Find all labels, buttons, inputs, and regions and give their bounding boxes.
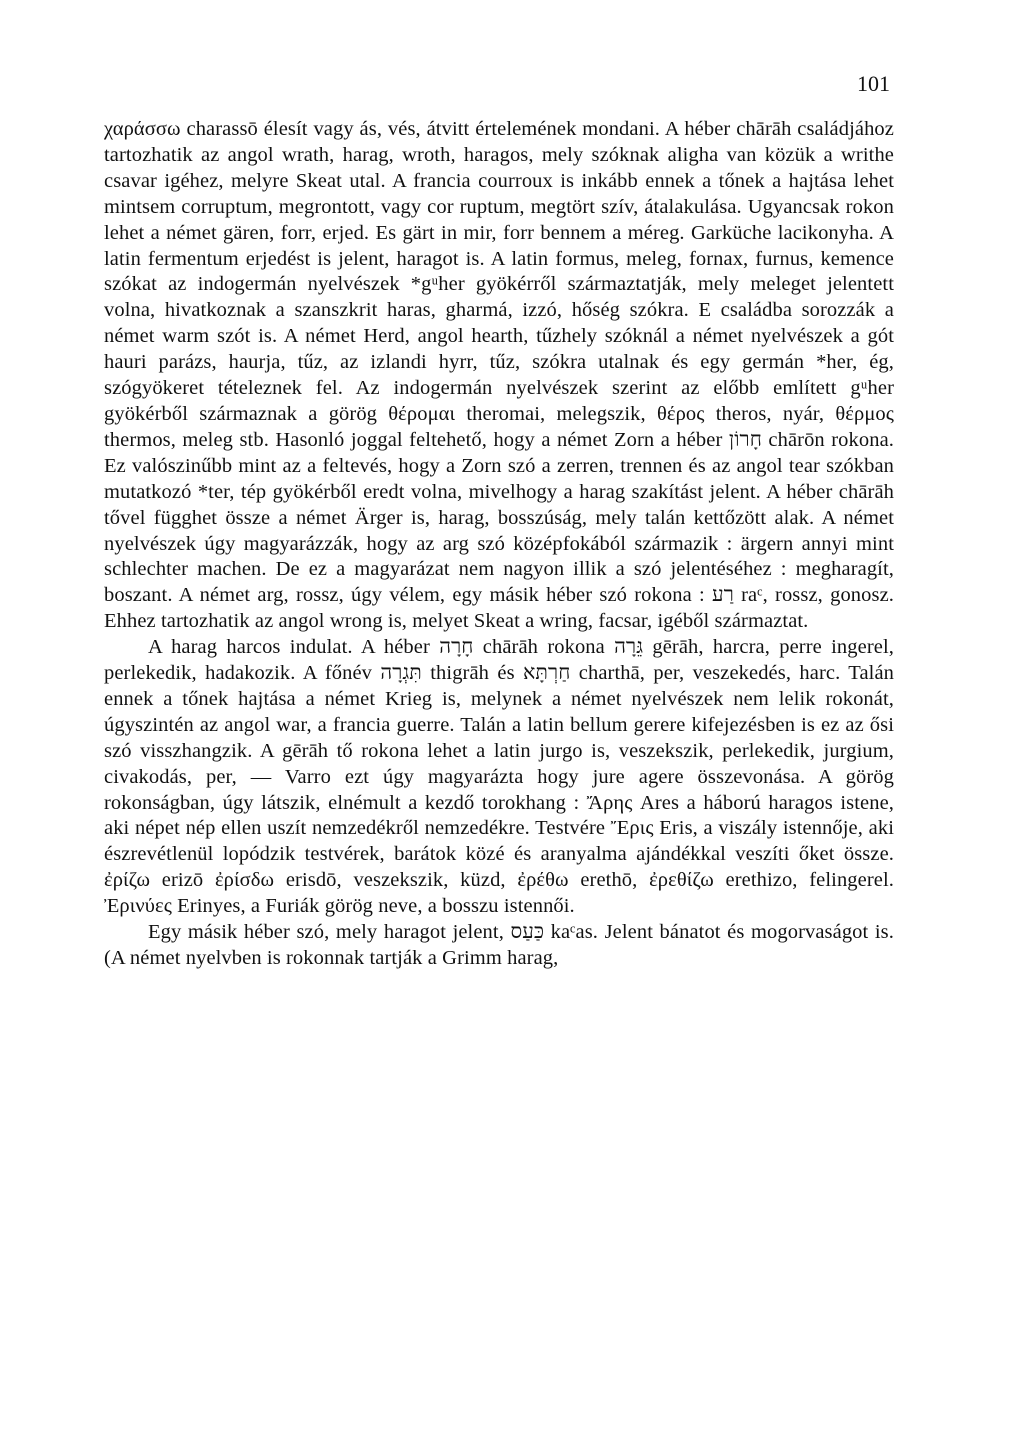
paragraph-3: Egy másik héber szó, mely haragot jelent, כַּעַס kaᶜas. Jelent bánatot és mogorvaságot is. (A német nyelvben is rokonnak tartják a Grimm harag,: [104, 921, 894, 969]
page-number: 101: [857, 71, 890, 96]
body-text: [104, 117, 894, 972]
paragraph-1: χαράσσω charassō élesít vagy ás, vés, átvitt értelemének mondani. A héber chārāh családjához tartozhatik az angol wrath, harag, wroth, haragos, mely szóknak aligha van közük a writhe csavar igéhez, melyre Skeat utal. A francia courroux is inkább ennek a tőnek a hajtása lehet mintsem corruptum, megrontott, vagy cor ruptum, megtört szív, átalakulása. Ugyancsak rokon lehet a német gären, forr, erjed. Es gärt in mir, forr bennem a méreg. Garküche lacikonyha. A latin fermentum erjedést is jelent, haragot is. A latin formus, meleg, fornax, furnus, kemence szókat az indogermán nyelvészek *gᵘher gyökérről származtatják, mely meleget jelentett volna, hivatkoznak a szanszkrit haras, gharmá, izzó, hőség szókra. E családba sorozzák a német warm szót is. A német Herd, angol hearth, tűzhely szóknál a német nyelvészek a gót hauri parázs, haurja, tűz, az izlandi hyrr, tűz, szókra utalnak és egy germán *her, ég, szógyökeret tételeznek fel. Az indogermán nyelvészek szerint az előbb említett gᵘher gyökérből származnak a görög θέρομαι theromai, melegszik, θέρος theros, nyár, θέρμος thermos, meleg stb. Hasonló joggal feltehető, hogy a német Zorn a héber חָרוֹן chārōn rokona. Ez valószinűbb mint az a feltevés, hogy a Zorn szó a zerren, trennen és az angol tear szókban mutatkozó *ter, tép gyökérből eredt volna, mivelhogy a harag szakítást jelent. A héber chārāh tővel függhet össze a német Ärger is, harag, bosszúság, mely talán kettőzött alak. A német nyelvészek úgy magyarázzák, hogy az arg szó középfokából származik : ärgern annyi mint schlechter machen. De ez a magyarázat nem nagyon illik a szó jelentéséhez : megharagít, boszant. A német arg, rossz, úgy vélem, egy másik héber szó rokona : רַע raᶜ, rossz, gonosz. Ehhez tartozhatik az angol wrong is, melyet Skeat a wring, facsar, igéből származtat.: [104, 118, 894, 633]
paragraph-2: A harag harcos indulat. A héber חָרָה chārāh rokona גֵּרָה gērāh, harcra, perre ingerel, perlekedik, hadakozik. A főnév תִּגְרָה thigrāh és חַרְתָּא charthā, per, veszekedés, harc. Talán ennek a tőnek hajtása a német Krieg is, melynek a német nyelvészek nem lelik rokonát, úgyszintén az angol war, a francia guerre. Talán a latin bellum gerere kifejezésben is ez az ősi szó visszhangzik. A gērāh tő rokona lehet a latin jurgo is, veszekszik, perlekedik, jurgium, civakodás, per, — Varro ezt úgy magyarázta hogy jure agere összevonása. A görög rokonságban, úgy látszik, elnémult a kezdő torokhang : Ἄρης Ares a háború haragos istene, aki népet nép ellen uszít nemzedékről nemzedékre. Testvére Ἔρις Eris, a viszály istennője, aki észrevétlenül lopódzik testvérek, barátok közé és aranyalma ajándékkal veszíti őket össze. ἐρίζω erizō ἐρίσδω erisdō, veszekszik, küzd, ἐρέθω erethō, ἐρεθίζω erethizo, felingerel. Ἐρινύες Erinyes, a Furiák görög neve, a bosszu istennői.: [104, 636, 895, 918]
